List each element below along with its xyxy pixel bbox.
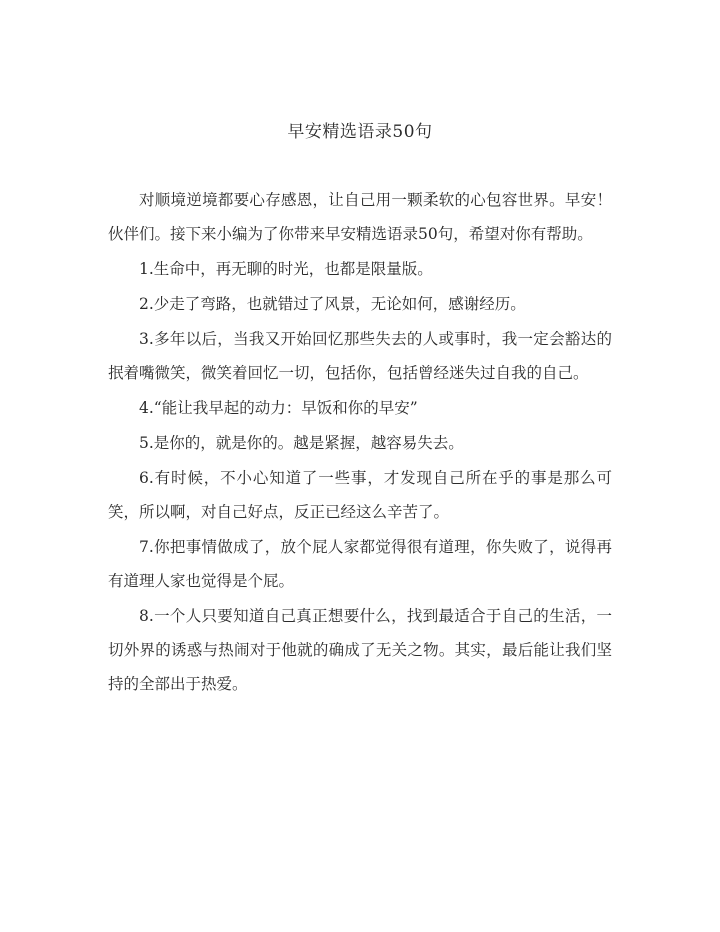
quote-item-6: 6.有时候，不小心知道了一些事，才发现自己所在乎的事是那么可笑，所以啊，对自己好点，反正已经这么辛苦了。 [108,469,612,521]
quote-item-4: 4.“能让我早起的动力：早饭和你的早安” [139,399,418,417]
document-title: 早安精选语录50句 [287,122,433,142]
quote-item-1: 1.生命中，再无聊的时光，也都是限量版。 [139,260,433,278]
quote-item-8: 8.一个人只要知道自己真正想要什么，找到最适合于自己的生活，一切外界的诱惑与热闹对于他就的确成了无关之物。其实，最后能让我们坚持的全部出于热爱。 [108,607,612,693]
intro-paragraph: 对顺境逆境都要心存感恩，让自己用一颗柔软的心包容世界。早安！伙伴们。接下来小编为了你带来早安精选语录50句，希望对你有帮助。 [108,191,612,243]
quote-item-2: 2.少走了弯路，也就错过了风景，无论如何，感谢经历。 [139,295,526,313]
quote-item-3: 3.多年以后，当我又开始回忆那些失去的人或事时，我一定会豁达的抿着嘴微笑，微笑着回忆一切，包括你，包括曾经迷失过自我的自己。 [108,330,612,382]
quote-item-7: 7.你把事情做成了，放个屁人家都觉得很有道理，你失败了，说得再有道理人家也觉得是个屁。 [108,538,612,590]
quote-item-5: 5.是你的，就是你的。越是紧握，越容易失去。 [139,434,464,452]
